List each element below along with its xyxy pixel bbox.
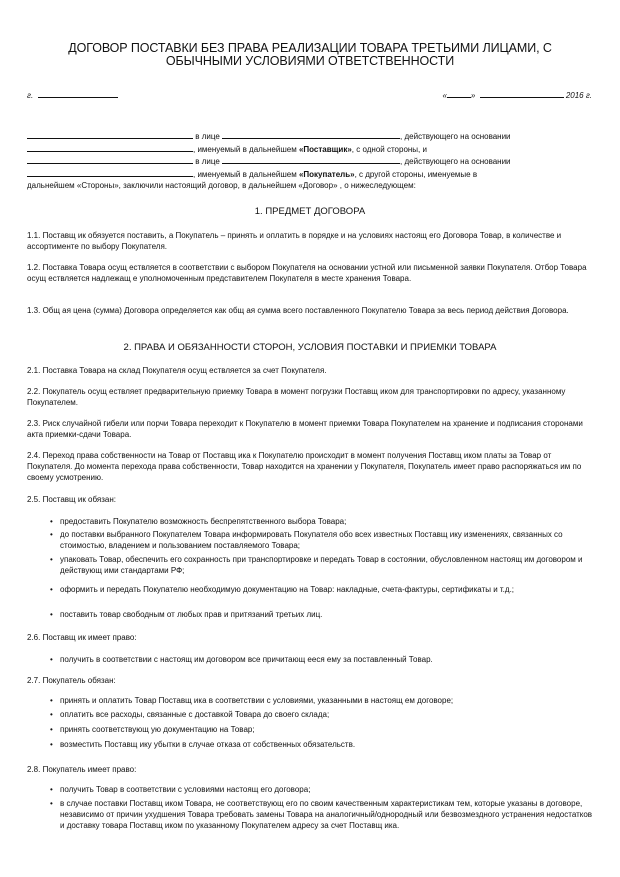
city-label: г. — [27, 91, 34, 100]
supplier-role: «Поставщик» — [298, 145, 352, 154]
clause-2-1: 2.1. Поставка Товара на склад Покупателя осущ ествляется за счет Покупателя. — [27, 366, 327, 375]
one-side-label: , с одной стороны, и — [351, 145, 427, 154]
list-item — [50, 798, 595, 831]
clause-2-4: 2.4. Переход права собственности на Товар от Поставщ ика к Покупателю происходит в момент получения Поставщ иком платы за Товар от Покупателя. До момента перехода права собственности, Товар находится на хранении у Покупателя, Покупатель имеет право распоряжаться им по своему усмотрению. — [27, 451, 582, 482]
bullet-icon: • — [50, 610, 53, 619]
bullet-icon: • — [50, 585, 53, 594]
list-item-text: до поставки выбранного Покупателем Товара информировать Покупателя обо всех известных Поставщ ику изменениях, связанных со стоимостью, владением и пользованием поставляемого Товара; — [60, 530, 563, 550]
list-item — [50, 724, 595, 735]
date-field — [442, 89, 592, 101]
supplier-rep-blank — [222, 130, 400, 139]
bullet-icon: • — [50, 740, 53, 749]
list-item-text: принять соответствующ ую документацию на Товар; — [60, 725, 255, 734]
clause-2-8: 2.8. Покупатель имеет право: — [27, 765, 137, 774]
title-line-1: ДОГОВОР ПОСТАВКИ БЕЗ ПРАВА РЕАЛИЗАЦИИ ТОВАРА ТРЕТЬИМИ ЛИЦАМИ, С — [68, 41, 552, 55]
bullet-icon: • — [50, 799, 53, 808]
section-2-heading: 2. ПРАВА И ОБЯЗАННОСТИ СТОРОН, УСЛОВИЯ ПОСТАВКИ И ПРИЕМКИ ТОВАРА — [123, 342, 497, 353]
list-item — [50, 709, 595, 720]
date-year: 2016 г. — [565, 91, 592, 100]
named-label-2: , именуемый в дальнейшем — [193, 170, 297, 179]
clause-2-7: 2.7. Покупатель обязан: — [27, 676, 116, 685]
list-item — [50, 554, 595, 576]
list-item — [50, 654, 595, 665]
city-blank — [38, 89, 118, 98]
in-person-label-2: в лице — [195, 157, 220, 166]
list-item — [50, 609, 595, 620]
list-item-text: возместить Поставщ ику убытки в случае отказа от собственных обязательств. — [60, 740, 356, 749]
bullet-icon: • — [50, 710, 53, 719]
list-item-text: предоставить Покупателю возможность беспрепятственного выбора Товара; — [60, 517, 347, 526]
list-item-text: в случае поставки Поставщ иком Товара, не соответствующ его по своим качественным характеристикам тем, которые указаны в договоре, независимо от причин ухудшения Товара требовать замены Товара на аналогичный/однородный или безвозмездного устранения недостатков и доставку товара Поставщ иком по указанному Покупателем адресу за счет Поставщ ика. — [60, 799, 593, 830]
acting-basis-label-2: , действующего на основании — [400, 157, 511, 166]
clause-2-2: 2.2. Покупатель осущ ествляет предварительную приемку Товара в момент погрузки Поставщ иком для транспортировки по адресу, указанному Покупателем. — [27, 387, 566, 407]
document-title — [40, 42, 580, 68]
buyer-rep-blank — [222, 155, 400, 164]
date-open-quote: « — [442, 91, 447, 100]
date-close-quote: » — [470, 91, 476, 100]
clause-2-5: 2.5. Поставщ ик обязан: — [27, 495, 116, 504]
clause-1-2: 1.2. Поставка Товара осущ ествляется в соответствии с выбором Покупателя на основании устной или письменной заявки Покупателя. Отбор Товара осущ ествляется надлежащ е уполномоченным представителем Покупателя в месте хранения Товара. — [27, 263, 587, 283]
acting-basis-label: , действующего на основании — [400, 132, 511, 141]
list-item — [50, 516, 595, 527]
bullet-icon: • — [50, 785, 53, 794]
list-item-text: оформить и передать Покупателю необходимую документацию на Товар: накладные, счета-фактуры, сертификаты и т.д.; — [60, 585, 515, 594]
named-label: , именуемый в дальнейшем — [193, 145, 297, 154]
bullet-icon: • — [50, 517, 53, 526]
party-line-2 — [27, 143, 427, 155]
clause-1-1: 1.1. Поставщ ик обязуется поставить, а Покупатель – принять и оплатить в порядке и на условиях настоящ его Договора Товар, в количестве и ассортименте по выбору Покупателя. — [27, 231, 562, 251]
bullet-icon: • — [50, 725, 53, 734]
supplier-name-blank — [27, 130, 193, 139]
clause-1-3: 1.3. Общ ая цена (сумма) Договора определяется как общ ая сумма всего поставленного Покупателю Товара за весь период действия Договора. — [27, 306, 569, 315]
other-side-label: , с другой стороны, именуемые в — [354, 170, 478, 179]
buyer-basis-blank — [27, 168, 193, 177]
list-item-text: получить в соответствии с настоящ им договором все причитающ ееся ему за поставленный Товар. — [60, 655, 433, 664]
list-item — [50, 784, 595, 795]
list-item — [50, 584, 595, 595]
party-line-5: дальнейшем «Стороны», заключили настоящий договор, в дальнейшем «Договор» , о нижеследующем: — [27, 181, 416, 190]
buyer-name-blank — [27, 155, 193, 164]
party-line-1 — [27, 130, 511, 142]
bullet-icon: • — [50, 555, 53, 564]
list-item — [50, 739, 595, 750]
day-blank — [447, 89, 471, 98]
title-line-2: ОБЫЧНЫМИ УСЛОВИЯМИ ОТВЕТСТВЕННОСТИ — [165, 54, 455, 68]
in-person-label: в лице — [195, 132, 220, 141]
bullet-icon: • — [50, 696, 53, 705]
month-blank — [480, 89, 564, 98]
bullet-icon: • — [50, 655, 53, 664]
list-item-text: принять и оплатить Товар Поставщ ика в соответствии с условиями, указанными в настоящ ем договоре; — [60, 696, 454, 705]
supplier-basis-blank — [27, 143, 193, 152]
list-item-text: получить Товар в соответствии с условиями настоящ его договора; — [60, 785, 311, 794]
list-item — [50, 529, 595, 551]
list-item-text: поставить товар свободным от любых прав и притязаний третьих лиц. — [60, 610, 323, 619]
clause-2-6: 2.6. Поставщ ик имеет право: — [27, 633, 137, 642]
buyer-role: «Покупатель» — [298, 170, 355, 179]
section-1-heading: 1. ПРЕДМЕТ ДОГОВОРА — [254, 206, 366, 217]
city-field — [27, 89, 118, 101]
clause-2-3: 2.3. Риск случайной гибели или порчи Товара переходит к Покупателю в момент приемки Товара Покупателем на хранение и подписания сторонами акта приемки-сдачи Товара. — [27, 419, 583, 439]
bullet-icon: • — [50, 530, 53, 539]
party-line-3 — [27, 155, 511, 167]
list-item — [50, 695, 595, 706]
party-line-4 — [27, 168, 477, 180]
list-item-text: упаковать Товар, обеспечить его сохранность при транспортировке и передать Товар в состоянии, обусловленном настоящ им договором и действующ ими стандартами РФ; — [60, 555, 583, 575]
list-item-text: оплатить все расходы, связанные с доставкой Товара до своего склада; — [60, 710, 330, 719]
